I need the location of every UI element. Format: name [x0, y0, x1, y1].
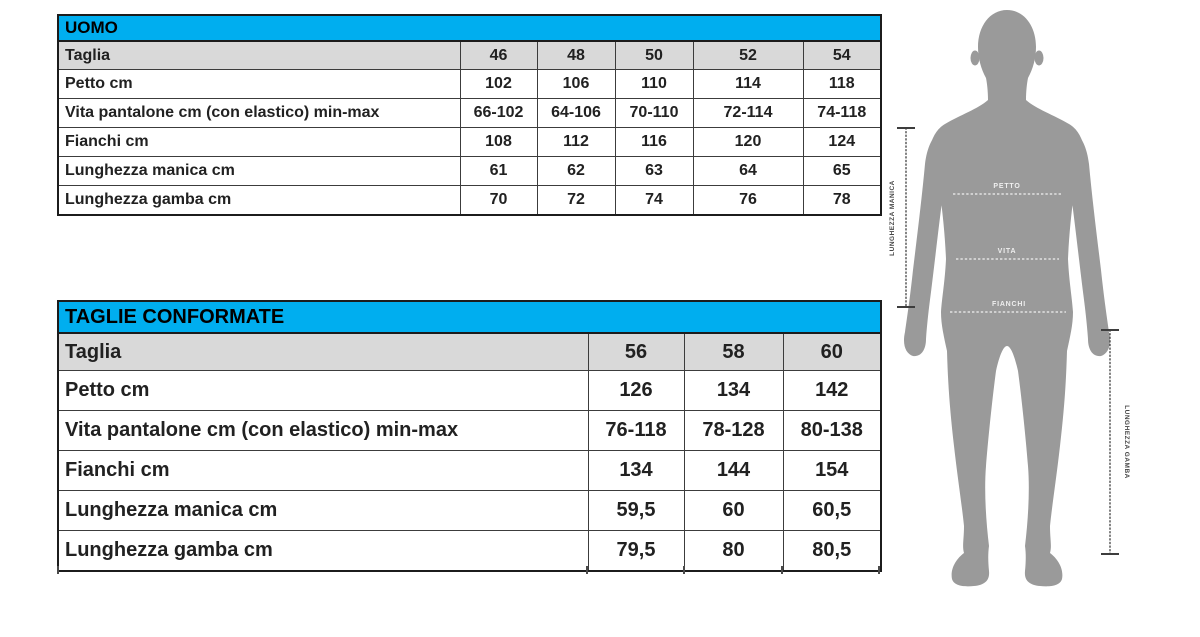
table-cutoff-stub: [57, 566, 59, 574]
measurement-label-cell: Lunghezza gamba cm: [58, 531, 588, 572]
value-cell: 78-128: [684, 411, 783, 451]
value-cell: 60,5: [783, 491, 881, 531]
value-cell: 134: [684, 371, 783, 411]
value-cell: 102: [460, 70, 537, 99]
size-row-label: Taglia: [58, 333, 588, 371]
measurement-label-cell: Lunghezza manica cm: [58, 157, 460, 186]
value-cell: 70: [460, 186, 537, 216]
value-cell: 120: [693, 128, 803, 157]
size-header-cell: 46: [460, 41, 537, 70]
value-cell: 154: [783, 451, 881, 491]
value-cell: 78: [803, 186, 881, 216]
value-cell: 134: [588, 451, 684, 491]
measurement-label-cell: Fianchi cm: [58, 451, 588, 491]
value-cell: 59,5: [588, 491, 684, 531]
table-row: [58, 531, 881, 572]
leg-length-label: LUNGHEZZA GAMBA: [1123, 405, 1130, 479]
measurement-label-cell: Fianchi cm: [58, 128, 460, 157]
male-body-silhouette: [929, 10, 1085, 586]
uomo-size-table: [57, 14, 882, 216]
value-cell: 74-118: [803, 99, 881, 128]
size-header-cell: 52: [693, 41, 803, 70]
table-row: [58, 128, 881, 157]
size-header-cell: 60: [783, 333, 881, 371]
value-cell: 66-102: [460, 99, 537, 128]
value-cell: 72-114: [693, 99, 803, 128]
value-cell: 72: [537, 186, 615, 216]
measurement-label-cell: Petto cm: [58, 70, 460, 99]
value-cell: 110: [615, 70, 693, 99]
hips-label: FIANCHI: [992, 301, 1026, 308]
chest-label: PETTO: [993, 183, 1021, 190]
value-cell: 76-118: [588, 411, 684, 451]
size-row-label: Taglia: [58, 41, 460, 70]
value-cell: 62: [537, 157, 615, 186]
table-row: [58, 451, 881, 491]
value-cell: 76: [693, 186, 803, 216]
table-row: [58, 15, 881, 41]
table-row: [58, 157, 881, 186]
table-row: [58, 186, 881, 216]
size-header-cell: 54: [803, 41, 881, 70]
value-cell: 61: [460, 157, 537, 186]
value-cell: 106: [537, 70, 615, 99]
table-row: [58, 70, 881, 99]
value-cell: 80,5: [783, 531, 881, 572]
measurement-label-cell: Lunghezza manica cm: [58, 491, 588, 531]
value-cell: 64-106: [537, 99, 615, 128]
conformate-size-table: [57, 300, 882, 572]
table-title: TAGLIE CONFORMATE: [58, 301, 881, 333]
table-cutoff-stub: [683, 566, 685, 574]
value-cell: 116: [615, 128, 693, 157]
table-row: [58, 301, 881, 333]
value-cell: 118: [803, 70, 881, 99]
male-silhouette-figure: [878, 0, 1160, 612]
value-cell: 70-110: [615, 99, 693, 128]
value-cell: 142: [783, 371, 881, 411]
value-cell: 124: [803, 128, 881, 157]
measurement-label-cell: Vita pantalone cm (con elastico) min-max: [58, 411, 588, 451]
size-header-cell: 58: [684, 333, 783, 371]
size-header-cell: 56: [588, 333, 684, 371]
table-row: [58, 99, 881, 128]
waist-label: VITA: [997, 248, 1017, 255]
table-row: [58, 41, 881, 70]
right-ear-shape: [1035, 51, 1044, 66]
size-header-cell: 50: [615, 41, 693, 70]
sleeve-length-label: LUNGHEZZA MANICA: [889, 180, 896, 256]
table-row: [58, 411, 881, 451]
value-cell: 80-138: [783, 411, 881, 451]
left-ear-shape: [971, 51, 980, 66]
measurement-label-cell: Petto cm: [58, 371, 588, 411]
value-cell: 80: [684, 531, 783, 572]
table-title: UOMO: [58, 15, 881, 41]
value-cell: 63: [615, 157, 693, 186]
table-row: [58, 491, 881, 531]
value-cell: 79,5: [588, 531, 684, 572]
table-row: [58, 371, 881, 411]
value-cell: 60: [684, 491, 783, 531]
size-header-cell: 48: [537, 41, 615, 70]
value-cell: 114: [693, 70, 803, 99]
value-cell: 74: [615, 186, 693, 216]
measurement-label-cell: Vita pantalone cm (con elastico) min-max: [58, 99, 460, 128]
value-cell: 65: [803, 157, 881, 186]
value-cell: 126: [588, 371, 684, 411]
value-cell: 64: [693, 157, 803, 186]
table-row: [58, 333, 881, 371]
table-cutoff-stub: [586, 566, 588, 574]
value-cell: 144: [684, 451, 783, 491]
value-cell: 112: [537, 128, 615, 157]
value-cell: 108: [460, 128, 537, 157]
table-cutoff-stub: [781, 566, 783, 574]
measurement-label-cell: Lunghezza gamba cm: [58, 186, 460, 216]
